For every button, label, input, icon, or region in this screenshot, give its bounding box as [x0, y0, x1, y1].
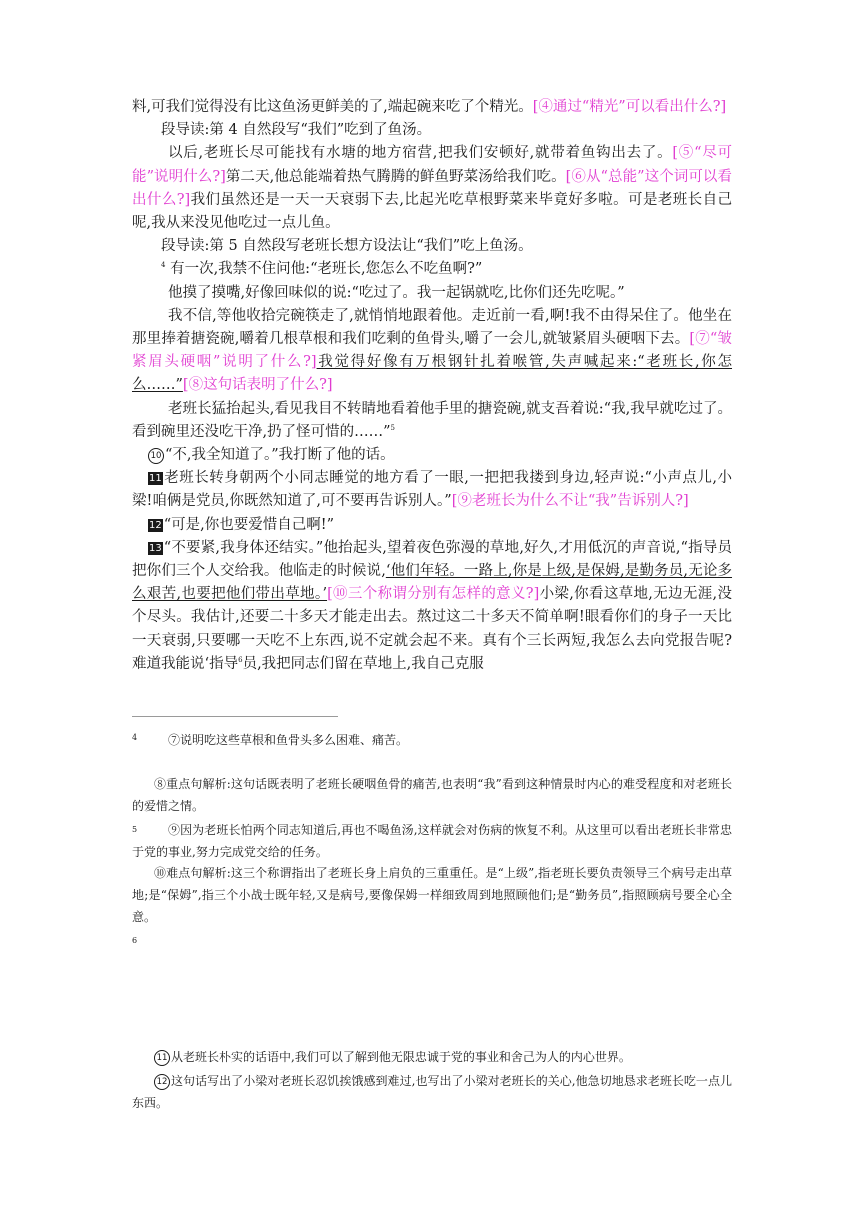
- footnote-text: 这句话写出了小梁对老班长忍饥挨饿感到难过,也写出了小梁对老班长的关心,他急切地恳求老班长吃一点儿东西。: [132, 1074, 732, 1110]
- paragraph-number: 13: [149, 542, 162, 554]
- text: 老班长转身朝两个小同志睡觉的地方看了一眼,一把把我搂到身边,轻声说:“小声点儿,小梁!咱俩是党员,你既然知道了,可不要再告诉别人。”: [132, 470, 732, 510]
- text: “不,我全知道了。”我打断了他的话。: [165, 447, 395, 464]
- paragraph-6: [132, 258, 732, 281]
- paragraph-5: [132, 142, 732, 235]
- footnote-9: [132, 819, 732, 863]
- footnote-number: 4: [132, 733, 138, 742]
- text: 第二天,他总能端着热气腾腾的鲜鱼野菜汤给我们吃。: [225, 168, 566, 185]
- text: 料,可我们觉得没有比这鱼汤更鲜美的了,端起碗来吃了个精光。: [132, 99, 533, 115]
- text: 段导读:第 5 自然段写老班长想方设法让“我们”吃上鱼汤。: [161, 238, 533, 255]
- question-7: [⑦“皱紧眉头硬咽”说明了什么?]: [132, 331, 732, 371]
- question-8: [⑧这句话表明了什么?]: [182, 377, 333, 394]
- footnote-12: [132, 1070, 732, 1114]
- question-6: [⑥从“总能”这个词可以看出什么?]: [132, 168, 733, 208]
- footnote-10: [132, 862, 732, 928]
- paragraph-13: [132, 537, 732, 676]
- text: 老班长猛抬起头,看见我目不转睛地看着他手里的搪瓷碗,就支吾着说:“我,我早就吃过了。看到碗里还没吃干净,扔了怪可惜的……”: [132, 400, 732, 440]
- paragraph-4: [132, 96, 732, 119]
- text: 有一次,我禁不住问他:“老班长,您怎么不吃鱼啊?”: [170, 261, 483, 278]
- text: 我们虽然还是一天一天衰弱下去,比起光吃草根野菜来毕竟好多啦。可是老班长自己呢,我从来没见他吃过一点儿鱼。: [132, 191, 732, 232]
- question-4: [④通过“精光”可以看出什么?]: [532, 99, 727, 115]
- footnote-marker: 6: [238, 656, 243, 665]
- main-text: [132, 96, 732, 676]
- text: 以后,老班长尽可能找有水塘的地方宿营,把我们安顿好,就带着鱼钩出去了。: [168, 145, 673, 162]
- paragraph-number: 10: [148, 448, 164, 464]
- paragraph-10: [132, 444, 732, 467]
- paragraph-12: [132, 514, 732, 537]
- section-guide: [132, 119, 732, 142]
- paragraph-9: [132, 398, 732, 444]
- paragraph-number: 11: [149, 473, 162, 485]
- footnote-divider: [132, 716, 338, 717]
- paragraph-11: [132, 467, 732, 513]
- footnote-marker: 4: [161, 261, 166, 270]
- paragraph-7: [132, 282, 732, 305]
- footnote-text: ⑨因为老班长怕两个同志知道后,再也不喝鱼汤,这样就会对伤病的恢复不利。从这里可以看出老班长非常忠于党的事业,努力完成党交给的任务。: [132, 823, 732, 859]
- question-10: [⑩三个称谓分别有怎样的意义?]: [327, 586, 540, 603]
- footnote-circled-number: 11: [154, 1050, 170, 1066]
- footnote-number: 5: [132, 825, 138, 834]
- underlined-sentence: 我觉得好像有万根钢针扎着喉管,失声喊起来:“老班长,你怎么……”: [132, 354, 733, 394]
- footnote-text: ⑧重点句解析:这句话既表明了老班长硬咽鱼骨的痛苦,也表明“我”看到这种情景时内心的难受程度和对老班长的爱惜之情。: [132, 777, 732, 813]
- text: 段导读:第 4 自然段写“我们”吃到了鱼汤。: [161, 122, 432, 139]
- footnote-7: [132, 729, 732, 751]
- paragraph-number: 12: [149, 519, 162, 531]
- footnote-number: 6: [132, 936, 138, 945]
- text: 我不信,等他收拾完碗筷走了,就悄悄地跟着他。走近前一看,啊!我不由得呆住了。他坐在那里捧着搪瓷碗,嚼着几根草根和我们吃剩的鱼骨头,嚼了一会儿,就皱紧眉头硬咽下去。: [132, 307, 732, 348]
- footnote-text: 从老班长朴实的话语中,我们可以了解到他无限忠诚于党的事业和舍己为人的内心世界。: [171, 1050, 631, 1064]
- section-guide: [132, 235, 732, 258]
- text: 员,我把同志们留在草地上,我自己克服: [242, 655, 484, 672]
- question-9: [⑨老班长为什么不让“我”告诉别人?]: [451, 493, 689, 510]
- footnote-marker: 5: [390, 424, 395, 433]
- footnote-11: [132, 1046, 732, 1068]
- footnote-8: [132, 773, 732, 817]
- footnote-text: ⑩难点句解析:这三个称谓指出了老班长身上肩负的三重重任。是“上级”,指老班长要负责领导三个病号走出草地;是“保姆”,指三个小战士既年轻,又是病号,要像保姆一样细致周到地照顾他们;是“勤务员”,指照顾病号要全心全意。: [132, 866, 732, 924]
- footnote-text: ⑦说明吃这些草根和鱼骨头多么困难、痛苦。: [168, 733, 409, 747]
- text: “可是,你也要爱惜自己啊!”: [163, 516, 334, 533]
- question-5: [⑤“尽可能”说明什么?]: [132, 145, 732, 185]
- footnote-circled-number: 12: [154, 1074, 170, 1090]
- text: “不要紧,我身体还结实。”他抬起头,望着夜色弥漫的草地,好久,才用低沉的声音说,“指导员把你们三个人交给我。他临走的时候说,: [132, 539, 732, 580]
- text: 他摸了摸嘴,好像回味似的说:“吃过了。我一起锅就吃,比你们还先吃呢。”: [168, 284, 625, 301]
- underlined-sentence: ‘他们年轻。一路上,你是上级,是保姆,是勤务员,无论多么艰苦,也要把他们带出草地。’: [132, 563, 733, 603]
- text: 小梁,你看这草地,无边无涯,没个尽头。我估计,还要二十多天才能走出去。熬过这二十多天不简单啊!眼看你们的身子一天比一天衰弱,只要哪一天吃不上东西,说不定就会起不来。真有个三长两短,我怎么去向党报告呢?难道我能说‘指导: [132, 586, 732, 672]
- paragraph-8: [132, 305, 732, 398]
